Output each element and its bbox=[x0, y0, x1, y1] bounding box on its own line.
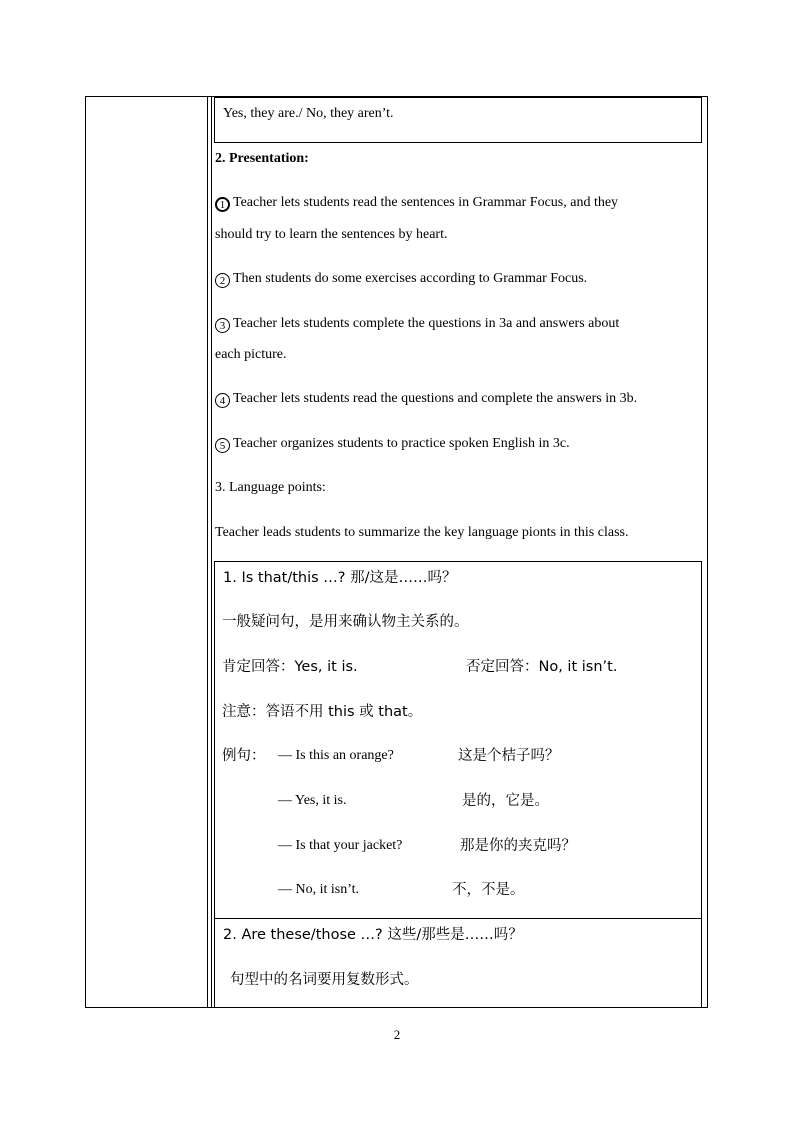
presentation-item-3 bbox=[215, 315, 619, 333]
language-points-heading: 3. Language points: bbox=[215, 480, 326, 495]
presentation-item-2 bbox=[215, 270, 587, 288]
box2-title: 2. Are these/those …? 这些/那些是……吗？ bbox=[223, 927, 523, 943]
box1-example-label: 例句： bbox=[222, 748, 266, 764]
example-2-en: — Yes, it is. bbox=[278, 793, 347, 808]
box1-title: 1. Is that/this …? 那/这是……吗？ bbox=[223, 570, 457, 586]
presentation-item-4 bbox=[215, 390, 637, 408]
example-1-en: — Is this an orange? bbox=[278, 748, 394, 763]
box2-description: 句型中的名词要用复数形式。 bbox=[230, 972, 419, 988]
box1-description: 一般疑问句，是用来确认物主关系的。 bbox=[222, 614, 469, 630]
number-5-icon: 5 bbox=[215, 438, 230, 453]
presentation-heading: 2. Presentation: bbox=[215, 151, 309, 166]
number-2-icon: 2 bbox=[215, 273, 230, 288]
presentation-item-5 bbox=[215, 435, 570, 453]
example-1-zh: 这是个桔子吗？ bbox=[458, 748, 560, 764]
presentation-item-5-line1: Teacher organizes students to practice spoken English in 3c. bbox=[233, 436, 570, 451]
example-3-zh: 那是你的夹克吗？ bbox=[460, 838, 576, 854]
page-number: 2 bbox=[393, 1027, 401, 1042]
box1-note: 注意：答语不用 this 或 that。 bbox=[222, 704, 423, 720]
language-points-intro: Teacher leads students to summarize the key language pionts in this class. bbox=[215, 525, 629, 540]
presentation-item-4-line1: Teacher lets students read the questions and complete the answers in 3b. bbox=[233, 391, 638, 406]
number-4-icon: 4 bbox=[215, 393, 230, 408]
presentation-item-1-line1: Teacher lets students read the sentences in Grammar Focus, and they bbox=[233, 195, 619, 210]
presentation-item-1 bbox=[215, 194, 618, 212]
table-column-divider bbox=[207, 96, 208, 1008]
example-2-zh: 是的，它是。 bbox=[462, 793, 549, 809]
table-column-divider-inner bbox=[211, 96, 212, 1008]
presentation-item-3-line2: each picture. bbox=[215, 347, 287, 362]
example-4-en: — No, it isn’t. bbox=[278, 882, 360, 897]
example-3-en: — Is that your jacket? bbox=[278, 838, 403, 853]
answer-text: Yes, they are./ No, they aren’t. bbox=[223, 106, 394, 121]
presentation-item-2-line1: Then students do some exercises according to Grammar Focus. bbox=[233, 271, 588, 286]
presentation-item-1-line2: should try to learn the sentences by heart. bbox=[215, 227, 448, 242]
number-1-icon: 1 bbox=[215, 197, 230, 212]
presentation-item-3-line1: Teacher lets students complete the questions in 3a and answers about bbox=[233, 316, 620, 331]
box1-affirmative: 肯定回答：Yes, it is. bbox=[222, 659, 358, 675]
number-3-icon: 3 bbox=[215, 318, 230, 333]
box1-negative: 否定回答：No, it isn’t. bbox=[466, 659, 618, 675]
example-4-zh: 不，不是。 bbox=[452, 882, 525, 898]
